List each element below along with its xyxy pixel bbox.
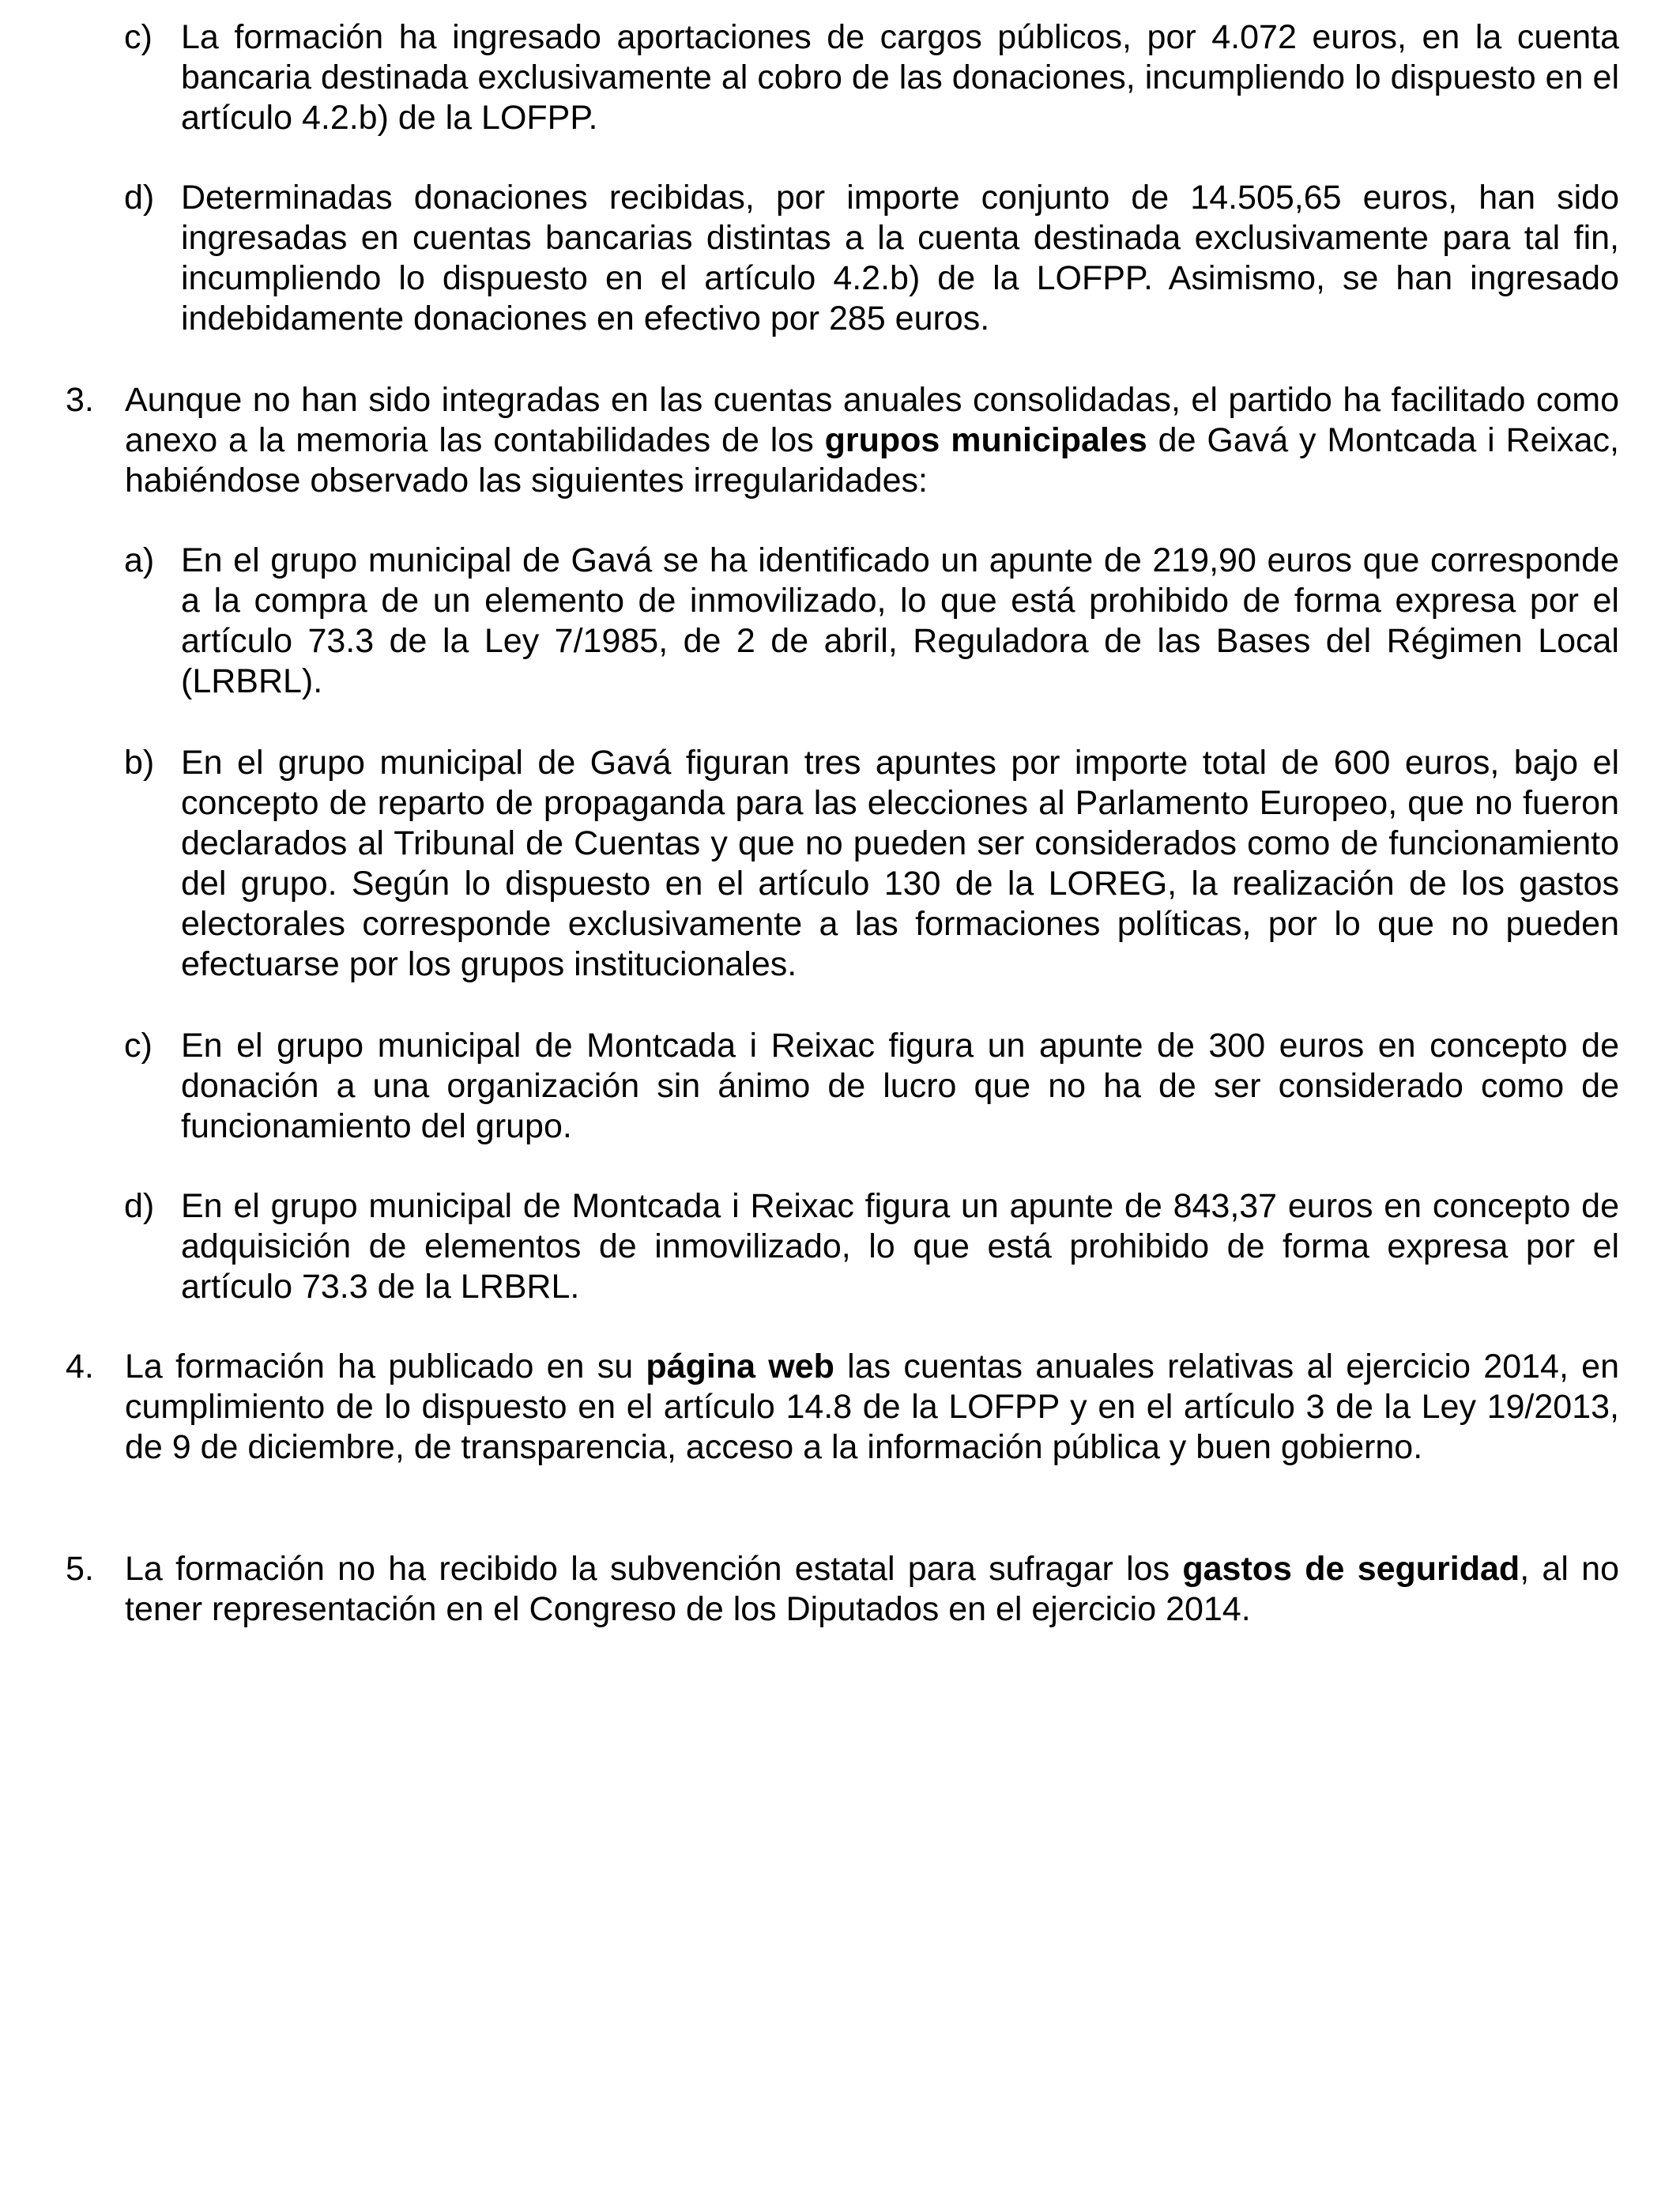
list-marker: 3. [66, 381, 94, 419]
text-run: de Gavá y Montcada i Reixac, habiéndose observado las siguientes irregularidades: [125, 421, 1619, 499]
paragraph-text: En el grupo municipal de Gavá se ha identificado un apunte de 219,90 euros que corresponde a la compra de un elemento de inmovilizado, lo que está prohibido de forma expresa por el artículo 73.3 de la Ley 7/1985, de 2 de abril, Reguladora de las Bases del Régimen Local (LRBRL). [181, 541, 1619, 700]
list-marker: 5. [66, 1550, 94, 1588]
bold-term: página web [646, 1348, 834, 1385]
bold-term: gastos de seguridad [1182, 1550, 1520, 1588]
paragraph-text [125, 1549, 1619, 1630]
text-run: La formación no ha recibido la subvención estatal para sufragar los [125, 1550, 1183, 1588]
list-marker: d) [124, 1187, 155, 1225]
list-item-3-grupos-municipales [66, 380, 1619, 501]
list-item-b-gava-propaganda [124, 743, 1619, 985]
bold-term: grupos municipales [824, 421, 1147, 459]
list-item-a-gava-inmovilizado [124, 541, 1619, 702]
paragraph-text [125, 380, 1619, 501]
list-item-d-donaciones [124, 178, 1619, 339]
paragraph-text: Determinadas donaciones recibidas, por importe conjunto de 14.505,65 euros, han sido ingresadas en cuentas bancarias distintas a la cuenta destinada exclusivamente para tal fin, incumpliendo lo dispuesto en el artículo 4.2.b) de la LOFPP. Asimismo, se han ingresado indebidamente donaciones en efectivo por 285 euros. [181, 179, 1619, 337]
list-marker: b) [124, 744, 155, 782]
text-run: , al no tener representación en el Congreso de los Diputados en el ejercicio 2014. [125, 1550, 1619, 1628]
list-item-c-montcada-donacion [124, 1026, 1619, 1147]
paragraph-text [125, 1347, 1619, 1468]
paragraph-text: En el grupo municipal de Gavá figuran tres apuntes por importe total de 600 euros, bajo el concepto de reparto de propaganda para las elecciones al Parlamento Europeo, que no fueron declarados al Tribunal de Cuentas y que no pueden ser considerados como de funcionamiento del grupo. Según lo dispuesto en el artículo 130 de la LOREG, la realización de los gastos electorales corresponde exclusivamente a las formaciones políticas, por lo que no pueden efectuarse por los grupos institucionales. [181, 744, 1619, 983]
list-item-4-pagina-web [66, 1347, 1619, 1468]
paragraph-text: La formación ha ingresado aportaciones de cargos públicos, por 4.072 euros, en la cuenta bancaria destinada exclusivamente al cobro de las donaciones, incumpliendo lo dispuesto en el artículo 4.2.b) de la LOFPP. [181, 18, 1619, 137]
list-marker: a) [124, 541, 155, 579]
list-marker: 4. [66, 1348, 94, 1385]
text-run: La formación ha publicado en su [125, 1348, 646, 1385]
paragraph-text: En el grupo municipal de Montcada i Reixac figura un apunte de 300 euros en concepto de donación a una organización sin ánimo de lucro que no ha de ser considerado como de funcionamiento del grupo. [181, 1027, 1619, 1145]
paragraph-text: En el grupo municipal de Montcada i Reixac figura un apunte de 843,37 euros en concepto de adquisición de elementos de inmovilizado, lo que está prohibido de forma expresa por el artículo 73.3 de la LRBRL. [181, 1187, 1619, 1306]
list-marker: c) [124, 1027, 153, 1065]
list-marker: d) [124, 179, 155, 217]
text-run: las cuentas anuales relativas al ejercicio 2014, en cumplimiento de lo dispuesto en el artículo 14.8 de la LOFPP y en el artículo 3 de la Ley 19/2013, de 9 de diciembre, de transparencia, acceso a la información pública y buen gobierno. [125, 1348, 1620, 1466]
list-marker: c) [124, 18, 153, 56]
text-run: Aunque no han sido integradas en las cuentas anuales consolidadas, el partido ha facilitado como anexo a la memoria las contabilidades de los [125, 381, 1619, 459]
list-item-5-gastos-seguridad [66, 1549, 1619, 1630]
list-item-c-aportaciones [124, 17, 1619, 138]
list-item-d-montcada-inmovilizado [124, 1186, 1619, 1307]
